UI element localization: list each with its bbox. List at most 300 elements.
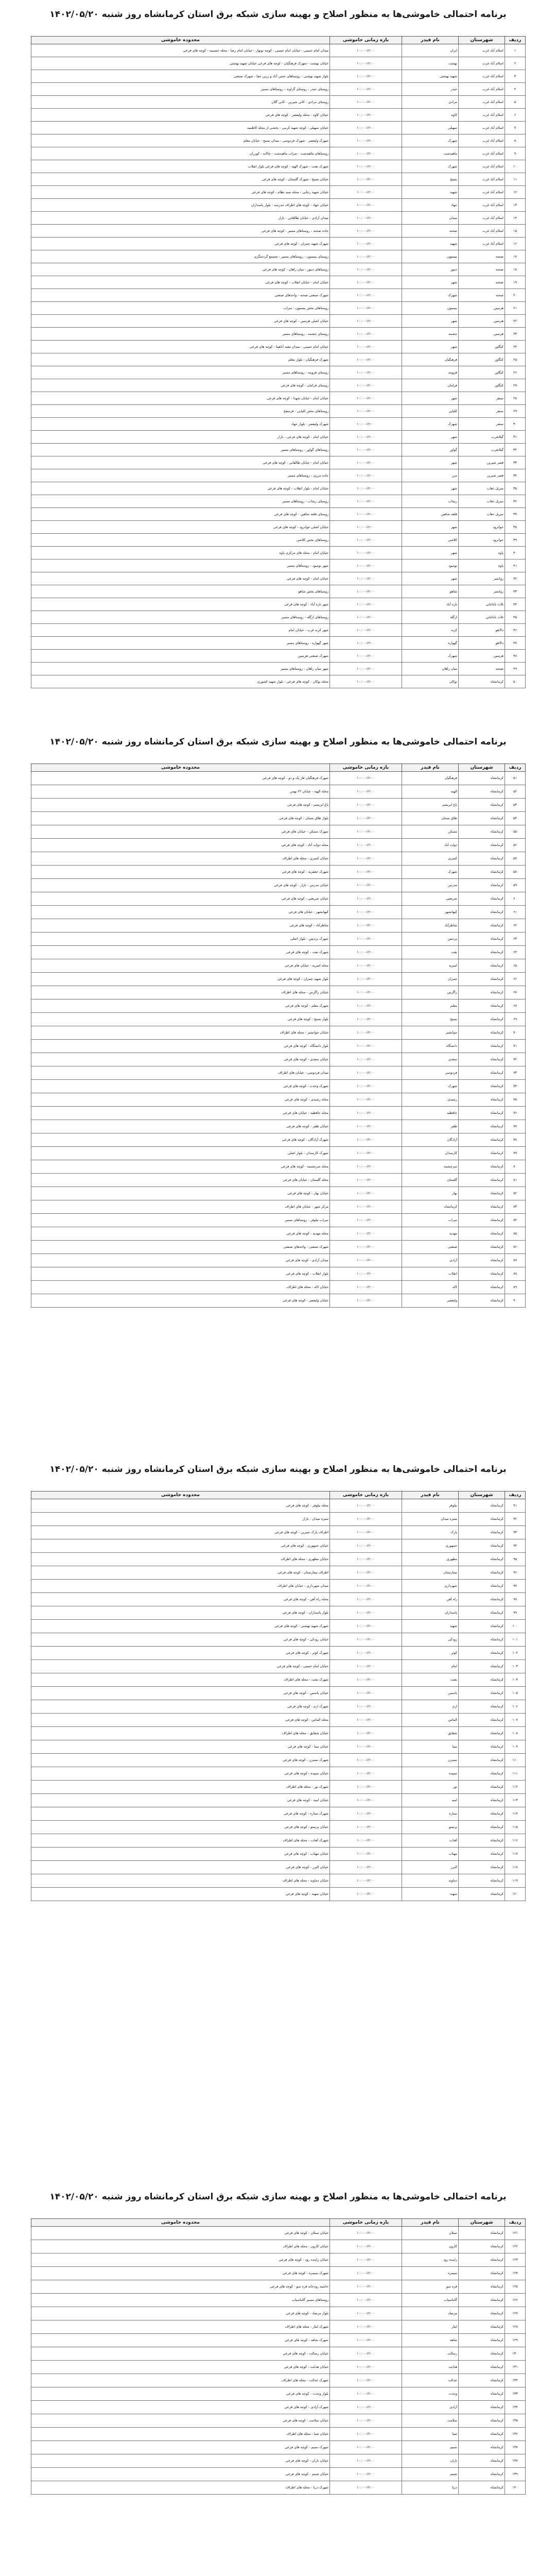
area-cell: محله نوکان - کوچه های فرعی - بلوار شهید کشوری xyxy=(31,675,330,688)
feeder-cell: نیلوفر xyxy=(402,1499,459,1513)
row-number-cell: ۱۰۸ xyxy=(505,1727,526,1740)
city-cell: کرمانشاه xyxy=(459,1227,505,1241)
city-cell: کرمانشاه xyxy=(459,1861,505,1874)
feeder-cell: یاسمن xyxy=(402,1687,459,1700)
city-cell: جوانرود xyxy=(459,534,505,547)
row-number-cell: ۲۶ xyxy=(505,366,526,379)
feeder-cell: جهاد xyxy=(402,199,459,212)
area-cell: خیابان سپیده - کوچه های فرعی xyxy=(31,1767,330,1781)
city-cell: کرمانشاه xyxy=(459,2401,505,2414)
page-title: برنامه احتمالی خاموشی‌ها به منظور اصلاح و بهینه سازی شبکه برق استان کرمانشاه روز شنبه ۱۴۰۲/۰۵/۲۰ xyxy=(49,2192,507,2202)
area-cell: روستای قلعه شاهین - کوچه های فرعی xyxy=(31,508,330,521)
row-number-cell: ۱۲۳ xyxy=(505,2253,526,2267)
area-cell: خیابان مدرس - بازار - کوچه های فرعی xyxy=(31,879,330,892)
area-cell: محله الماس - کوچه های فرعی xyxy=(31,1714,330,1727)
city-cell: اسلام آباد غرب xyxy=(459,122,505,134)
city-cell: سرپل ذهاب xyxy=(459,482,505,495)
row-number-cell: ۱۰۹ xyxy=(505,1740,526,1754)
time-cell: ۱۰:۰۰-۱۲:۰۰ xyxy=(330,276,402,289)
time-cell: ۱۰:۰۰-۱۲:۰۰ xyxy=(330,675,402,688)
city-cell: کرمانشاه xyxy=(459,1513,505,1526)
table-row xyxy=(31,1740,526,1754)
table-row xyxy=(31,353,526,366)
time-cell: ۱۰:۰۰-۱۲:۰۰ xyxy=(330,379,402,392)
table-row xyxy=(31,999,526,1013)
city-cell: اسلام آباد غرب xyxy=(459,160,505,173)
row-number-cell: ۴۲ xyxy=(505,572,526,585)
city-cell: کرمانشاه xyxy=(459,772,505,785)
table-row xyxy=(31,2280,526,2294)
feeder-cell: بیستون xyxy=(402,302,459,315)
table-row xyxy=(31,637,526,650)
row-number-cell: ۴۹ xyxy=(505,663,526,675)
area-cell: خیابان شقایق - محله های اطراف xyxy=(31,1727,330,1740)
city-cell: کرمانشاه xyxy=(459,906,505,919)
feeder-cell: راه آهن xyxy=(402,1593,459,1606)
table-row xyxy=(31,456,526,469)
city-cell: کرمانشاه xyxy=(459,825,505,839)
time-cell: ۱۰:۰۰-۱۲:۰۰ xyxy=(330,906,402,919)
time-cell: ۱۰:۰۰-۱۲:۰۰ xyxy=(330,2361,402,2374)
area-cell: خیابان امام خمینی - کوچه های فرعی xyxy=(31,1660,330,1673)
time-cell: ۱۰:۰۰-۱۲:۰۰ xyxy=(330,2454,402,2468)
area-cell: خیابان امام - بلوار انقلاب - کوچه های فرعی xyxy=(31,482,330,495)
table-row xyxy=(31,418,526,431)
table-row xyxy=(31,83,526,96)
feeder-cell: وحدت xyxy=(402,2387,459,2401)
feeder-cell: دماوند xyxy=(402,1874,459,1888)
row-number-cell: ۸۲ xyxy=(505,1187,526,1200)
area-cell: خیابان دماوند - محله های اطراف xyxy=(31,1874,330,1888)
time-cell: ۱۰:۰۰-۱۲:۰۰ xyxy=(330,2428,402,2441)
city-cell: کرمانشاه xyxy=(459,1294,505,1308)
row-number-cell: ۱۰۱ xyxy=(505,1633,526,1647)
row-number-cell: ۴۵ xyxy=(505,611,526,624)
feeder-cell: شهر xyxy=(402,276,459,289)
row-number-cell: ۱۱۷ xyxy=(505,1848,526,1861)
row-number-cell: ۱۳۹ xyxy=(505,2468,526,2481)
area-cell: بلوار دانشگاه - کوچه های فرعی xyxy=(31,1040,330,1053)
time-cell: ۱۰:۰۰-۱۲:۰۰ xyxy=(330,1566,402,1580)
area-cell: بلوار انقلاب - کوچه های فرعی xyxy=(31,1267,330,1281)
time-cell: ۱۰:۰۰-۱۲:۰۰ xyxy=(330,852,402,866)
area-cell: خیابان سهند - کوچه های فرعی xyxy=(31,1888,330,1901)
time-cell: ۱۰:۰۰-۱۲:۰۰ xyxy=(330,1647,402,1660)
row-number-cell: ۶۶ xyxy=(505,973,526,986)
table-row xyxy=(31,906,526,919)
city-cell: روانسر xyxy=(459,572,505,585)
table-row xyxy=(31,946,526,959)
city-cell: قصر شیرین xyxy=(459,469,505,482)
table-row xyxy=(31,1539,526,1553)
time-cell: ۱۰:۰۰-۱۲:۰۰ xyxy=(330,1174,402,1187)
row-number-cell: ۹۵ xyxy=(505,1553,526,1566)
time-cell: ۱۰:۰۰-۱۲:۰۰ xyxy=(330,825,402,839)
feeder-cell: دولت آباد xyxy=(402,839,459,852)
feeder-cell: کارمندان xyxy=(402,1147,459,1160)
feeder-cell: ارم xyxy=(402,1700,459,1714)
feeder-cell: فردوسی xyxy=(402,1066,459,1080)
time-cell: ۱۰:۰۰-۱۲:۰۰ xyxy=(330,2280,402,2294)
area-cell: بلوار طاق بستان - کوچه های فرعی xyxy=(31,812,330,825)
table-row xyxy=(31,508,526,521)
row-number-cell: ۱۷ xyxy=(505,250,526,263)
feeder-cell: شهرک xyxy=(402,289,459,302)
area-cell: روستاهای ماهیدشت - سراب ماهیدشت - چالابه - کوزران xyxy=(31,147,330,160)
header-area: محدوده خاموشی xyxy=(31,764,330,772)
time-cell: ۱۰:۰۰-۱۲:۰۰ xyxy=(330,1874,402,1888)
area-cell: خیابان بسیج - شهرک گلستان - کوچه های فرعی xyxy=(31,173,330,186)
row-number-cell: ۶۵ xyxy=(505,959,526,973)
table-row xyxy=(31,799,526,812)
row-number-cell: ۸۸ xyxy=(505,1267,526,1281)
time-cell: ۱۰:۰۰-۱۲:۰۰ xyxy=(330,1160,402,1174)
time-cell: ۱۰:۰۰-۱۲:۰۰ xyxy=(330,250,402,263)
city-cell: کرمانشاه xyxy=(459,839,505,852)
city-cell: صحنه xyxy=(459,250,505,263)
time-cell: ۱۰:۰۰-۱۲:۰۰ xyxy=(330,1254,402,1267)
row-number-cell: ۳۲ xyxy=(505,444,526,456)
header-row-number: ردیف xyxy=(505,37,526,44)
time-cell: ۱۰:۰۰-۱۲:۰۰ xyxy=(330,1794,402,1807)
outage-table xyxy=(31,1491,526,1901)
row-number-cell: ۶۹ xyxy=(505,1013,526,1026)
feeder-cell: بهار xyxy=(402,1187,459,1200)
area-cell: روستای مرادی - کانی شیرین - کانی گلان xyxy=(31,96,330,109)
time-cell: ۱۰:۰۰-۱۲:۰۰ xyxy=(330,999,402,1013)
row-number-cell: ۳ xyxy=(505,70,526,83)
table-row xyxy=(31,892,526,906)
table-row xyxy=(31,1160,526,1174)
row-number-cell: ۴۸ xyxy=(505,650,526,663)
table-row xyxy=(31,1660,526,1673)
table-row xyxy=(31,1781,526,1794)
row-number-cell: ۲۸ xyxy=(505,392,526,405)
time-cell: ۱۰:۰۰-۱۲:۰۰ xyxy=(330,2294,402,2307)
table-row xyxy=(31,521,526,534)
table-row xyxy=(31,866,526,879)
feeder-cell: صنعتی xyxy=(402,1241,459,1254)
area-cell: بلوار وحدت - کوچه های فرعی xyxy=(31,2387,330,2401)
time-cell: ۱۰:۰۰-۱۲:۰۰ xyxy=(330,1687,402,1700)
table-row xyxy=(31,1214,526,1227)
row-number-cell: ۳۸ xyxy=(505,521,526,534)
city-cell: کرمانشاه xyxy=(459,2428,505,2441)
row-number-cell: ۴۷ xyxy=(505,637,526,650)
row-number-cell: ۱۴۰ xyxy=(505,2481,526,2495)
table-row xyxy=(31,663,526,675)
time-cell: ۱۰:۰۰-۱۲:۰۰ xyxy=(330,1714,402,1727)
table-row xyxy=(31,611,526,624)
area-cell: خیابان اصلی هرسین - کوچه های فرعی xyxy=(31,315,330,328)
time-cell: ۱۰:۰۰-۱۲:۰۰ xyxy=(330,353,402,366)
feeder-cell: الماس xyxy=(402,1714,459,1727)
feeder-cell: آفتاب xyxy=(402,1834,459,1848)
table-row xyxy=(31,2414,526,2428)
table-row xyxy=(31,1174,526,1187)
area-cell: محله نیلوفر - کوچه های فرعی xyxy=(31,1499,330,1513)
feeder-cell: صبا xyxy=(402,2428,459,2441)
city-cell: کرمانشاه xyxy=(459,2280,505,2294)
time-cell: ۱۰:۰۰-۱۲:۰۰ xyxy=(330,1267,402,1281)
area-cell: شهرک پردیس - بلوار اصلی xyxy=(31,933,330,946)
area-cell: شهرک کوثر - کوچه های فرعی xyxy=(31,1647,330,1660)
row-number-cell: ۱۰۶ xyxy=(505,1700,526,1714)
city-cell: کرمانشاه xyxy=(459,1120,505,1133)
area-cell: روستای ریجاب - روستاهای مسیر xyxy=(31,495,330,508)
row-number-cell: ۱۳۵ xyxy=(505,2414,526,2428)
table-row xyxy=(31,1120,526,1133)
row-number-cell: ۷۷ xyxy=(505,1120,526,1133)
feeder-cell: زاینده رود xyxy=(402,2253,459,2267)
table-row xyxy=(31,1294,526,1308)
row-number-cell: ۶۲ xyxy=(505,919,526,933)
feeder-cell: رودکی xyxy=(402,1633,459,1647)
time-cell: ۱۰:۰۰-۱۲:۰۰ xyxy=(330,1080,402,1093)
table-row xyxy=(31,405,526,418)
table-row xyxy=(31,1848,526,1861)
area-cell: شهرک ولیعصر - شهرک فردوسی - میدان بسیج - خیابان معلم xyxy=(31,134,330,147)
city-cell: کرمانشاه xyxy=(459,1580,505,1593)
city-cell: اسلام آباد غرب xyxy=(459,173,505,186)
time-cell: ۱۰:۰۰-۱۲:۰۰ xyxy=(330,624,402,637)
table-row xyxy=(31,1647,526,1660)
city-cell: هرسین xyxy=(459,650,505,663)
city-cell: اسلام آباد غرب xyxy=(459,199,505,212)
time-cell: ۱۰:۰۰-۱۲:۰۰ xyxy=(330,2240,402,2253)
time-cell: ۱۰:۰۰-۱۲:۰۰ xyxy=(330,866,402,879)
outage-table xyxy=(31,2218,526,2495)
row-number-cell: ۹۴ xyxy=(505,1539,526,1553)
feeder-cell: فرهنگیان xyxy=(402,353,459,366)
area-cell: شهرک صنعتی صحنه - واحدهای صنعتی xyxy=(31,289,330,302)
table-row xyxy=(31,986,526,999)
time-cell: ۱۰:۰۰-۱۲:۰۰ xyxy=(330,2334,402,2347)
area-cell: محله رشیدی - کوچه های فرعی xyxy=(31,1093,330,1107)
time-cell: ۱۰:۰۰-۱۲:۰۰ xyxy=(330,946,402,959)
row-number-cell: ۸۷ xyxy=(505,1254,526,1267)
table-row xyxy=(31,444,526,456)
table-row xyxy=(31,1794,526,1807)
area-cell: شاطرآباد - کوچه های فرعی xyxy=(31,919,330,933)
row-number-cell: ۳۴ xyxy=(505,469,526,482)
feeder-cell: پاسداران xyxy=(402,1606,459,1620)
table-row xyxy=(31,2428,526,2441)
time-cell: ۱۰:۰۰-۱۲:۰۰ xyxy=(330,302,402,315)
area-cell: خیابان سبلان - کوچه های فرعی xyxy=(31,2227,330,2240)
table-row xyxy=(31,379,526,392)
row-number-cell: ۲۳ xyxy=(505,328,526,341)
city-cell: کرمانشاه xyxy=(459,959,505,973)
time-cell: ۱۰:۰۰-۱۲:۰۰ xyxy=(330,663,402,675)
time-cell: ۱۰:۰۰-۱۲:۰۰ xyxy=(330,186,402,199)
table-row xyxy=(31,547,526,560)
feeder-cell: بسیج xyxy=(402,173,459,186)
row-number-cell: ۱۰۰ xyxy=(505,1620,526,1633)
row-number-cell: ۱۲ xyxy=(505,186,526,199)
row-number-cell: ۵۸ xyxy=(505,866,526,879)
area-cell: شهرک بعثت - شهرک الهیه - کوچه های فرعی بلوار انقلاب xyxy=(31,160,330,173)
time-cell: ۱۰:۰۰-۱۲:۰۰ xyxy=(330,1660,402,1673)
feeder-cell: نوکان xyxy=(402,675,459,688)
time-cell: ۱۰:۰۰-۱۲:۰۰ xyxy=(330,2307,402,2320)
feeder-cell: سبلان xyxy=(402,2227,459,2240)
time-cell: ۱۰:۰۰-۱۲:۰۰ xyxy=(330,1606,402,1620)
area-cell: خیابان جهاد - کوچه های اطراف مدرسه - بلوار پاسداران xyxy=(31,199,330,212)
city-cell: کرمانشاه xyxy=(459,2374,505,2387)
feeder-cell: کاوه xyxy=(402,109,459,122)
page-title: برنامه احتمالی خاموشی‌ها به منظور اصلاح و بهینه سازی شبکه برق استان کرمانشاه روز شنبه ۱۴۰۲/۰۵/۲۰ xyxy=(49,737,507,747)
time-cell: ۱۰:۰۰-۱۲:۰۰ xyxy=(330,289,402,302)
time-cell: ۱۰:۰۰-۱۲:۰۰ xyxy=(330,2253,402,2267)
table-row xyxy=(31,1227,526,1241)
time-cell: ۱۰:۰۰-۱۲:۰۰ xyxy=(330,431,402,444)
area-cell: محله سرچشمه - کوچه های فرعی xyxy=(31,1160,330,1174)
time-cell: ۱۰:۰۰-۱۲:۰۰ xyxy=(330,1120,402,1133)
area-cell: شهرک صنعتی - واحدهای صنعتی xyxy=(31,1241,330,1254)
time-cell: ۱۰:۰۰-۱۲:۰۰ xyxy=(330,1040,402,1053)
feeder-cell: دانشگاه xyxy=(402,1040,459,1053)
table-row xyxy=(31,341,526,353)
table-row xyxy=(31,825,526,839)
table-row xyxy=(31,250,526,263)
table-row xyxy=(31,366,526,379)
feeder-cell: مهدیه xyxy=(402,1227,459,1241)
row-number-cell: ۴ xyxy=(505,83,526,96)
row-number-cell: ۷۳ xyxy=(505,1066,526,1080)
city-cell: کرمانشاه xyxy=(459,2441,505,2454)
area-cell: خیابان سعدی - کوچه های فرعی xyxy=(31,1053,330,1066)
city-cell: کرمانشاه xyxy=(459,1053,505,1066)
city-cell: صحنه xyxy=(459,276,505,289)
table-row xyxy=(31,1727,526,1740)
city-cell: کرمانشاه xyxy=(459,892,505,906)
row-number-cell: ۷۱ xyxy=(505,1040,526,1053)
area-cell: روستاهای گواور - روستاهای مسیر xyxy=(31,444,330,456)
feeder-cell: بعثت xyxy=(402,1673,459,1687)
time-cell: ۱۰:۰۰-۱۲:۰۰ xyxy=(330,2374,402,2387)
feeder-cell: مرصاد xyxy=(402,2307,459,2320)
feeder-cell: معلم xyxy=(402,999,459,1013)
area-cell: خیابان شبنم - کوچه های فرعی xyxy=(31,2468,330,2481)
time-cell: ۱۰:۰۰-۱۲:۰۰ xyxy=(330,1700,402,1714)
time-cell: ۱۰:۰۰-۱۲:۰۰ xyxy=(330,199,402,212)
city-cell: کرمانشاه xyxy=(459,1754,505,1767)
row-number-cell: ۳۳ xyxy=(505,456,526,469)
city-cell: اسلام آباد غرب xyxy=(459,83,505,96)
feeder-cell: جمهوری xyxy=(402,1539,459,1553)
city-cell: کرمانشاه xyxy=(459,866,505,879)
table-row xyxy=(31,44,526,57)
row-number-cell: ۵۷ xyxy=(505,852,526,866)
row-number-cell: ۵۳ xyxy=(505,799,526,812)
row-number-cell: ۴۶ xyxy=(505,624,526,637)
time-cell: ۱۰:۰۰-۱۲:۰۰ xyxy=(330,1754,402,1767)
time-cell: ۱۰:۰۰-۱۲:۰۰ xyxy=(330,1888,402,1901)
schedule-page xyxy=(0,727,556,1455)
city-cell: اسلام آباد غرب xyxy=(459,44,505,57)
row-number-cell: ۳۰ xyxy=(505,418,526,431)
feeder-cell: شاطرآباد xyxy=(402,919,459,933)
city-cell: کرمانشاه xyxy=(459,973,505,986)
table-row xyxy=(31,495,526,508)
city-cell: کرمانشاه xyxy=(459,2334,505,2347)
feeder-cell: بهشت xyxy=(402,57,459,70)
city-cell: کرمانشاه xyxy=(459,2387,505,2401)
city-cell: سنقر xyxy=(459,392,505,405)
feeder-cell: البرز xyxy=(402,1861,459,1874)
table-row xyxy=(31,276,526,289)
row-number-cell: ۱۳۰ xyxy=(505,2347,526,2361)
area-cell: روستاهای بخش شاهو xyxy=(31,585,330,598)
header-feeder: نام فیدر xyxy=(402,2219,459,2227)
city-cell: اسلام آباد غرب xyxy=(459,225,505,238)
table-row xyxy=(31,1754,526,1767)
city-cell: کرمانشاه xyxy=(459,2320,505,2334)
area-cell: خیابان صبا - محله های اطراف xyxy=(31,2428,330,2441)
table-row xyxy=(31,1687,526,1700)
row-number-cell: ۷۵ xyxy=(505,1093,526,1107)
area-cell: خیابان یاسمن - کوچه های فرعی xyxy=(31,1687,330,1700)
city-cell: کرمانشاه xyxy=(459,999,505,1013)
area-cell: خیابان شهید رجایی - محله سید نظام - کوچه های فرعی xyxy=(31,186,330,199)
city-cell: کرمانشاه xyxy=(459,1794,505,1807)
row-number-cell: ۱۱۹ xyxy=(505,1874,526,1888)
header-area: محدوده خاموشی xyxy=(31,2219,330,2227)
area-cell: شهرک آزادگان - کوچه های فرعی xyxy=(31,1133,330,1147)
table-row xyxy=(31,585,526,598)
area-cell: شهرک شهید بهشتی - کوچه های فرعی xyxy=(31,1620,330,1633)
city-cell: گیلانغرب xyxy=(459,444,505,456)
table-row xyxy=(31,1133,526,1147)
header-time: بازه زمانی خاموشی xyxy=(330,764,402,772)
area-cell: شهرک نسترن - کوچه های فرعی xyxy=(31,1754,330,1767)
feeder-cell: لاله xyxy=(402,1281,459,1294)
city-cell: کرمانشاه xyxy=(459,2227,505,2240)
area-cell: شهرک فرهنگیان فاز یک و دو - کوچه های فرعی xyxy=(31,772,330,785)
row-number-cell: ۸۰ xyxy=(505,1160,526,1174)
time-cell: ۱۰:۰۰-۱۲:۰۰ xyxy=(330,2481,402,2495)
time-cell: ۱۰:۰۰-۱۲:۰۰ xyxy=(330,1834,402,1848)
row-number-cell: ۱ xyxy=(505,44,526,57)
row-number-cell: ۱۶ xyxy=(505,238,526,250)
row-number-cell: ۶۱ xyxy=(505,906,526,919)
city-cell: کرمانشاه xyxy=(459,1593,505,1606)
row-number-cell: ۱۵ xyxy=(505,225,526,238)
city-cell: کرمانشاه xyxy=(459,879,505,892)
time-cell: ۱۰:۰۰-۱۲:۰۰ xyxy=(330,83,402,96)
area-cell: محله گلستان - خیابان های فرعی xyxy=(31,1174,330,1187)
time-cell: ۱۰:۰۰-۱۲:۰۰ xyxy=(330,1807,402,1821)
area-cell: روستاهای بخش کلیایی - فرسفج xyxy=(31,405,330,418)
area-cell: خیابان پرستو - کوچه های فرعی xyxy=(31,1821,330,1834)
feeder-cell: سرچشمه xyxy=(402,1160,459,1174)
table-row xyxy=(31,772,526,785)
city-cell: کرمانشاه xyxy=(459,799,505,812)
city-cell: کرمانشاه xyxy=(459,1874,505,1888)
table-row xyxy=(31,328,526,341)
table-header-row xyxy=(31,2219,526,2227)
feeder-cell: شهرداری xyxy=(402,1580,459,1593)
feeder-cell: سراب xyxy=(402,1214,459,1227)
area-cell: خیابان امام - کوچه های فرعی - بازار xyxy=(31,431,330,444)
feeder-cell: کلاشی xyxy=(402,534,459,547)
row-number-cell: ۶۰ xyxy=(505,892,526,906)
row-number-cell: ۱۳۲ xyxy=(505,2374,526,2387)
row-number-cell: ۲۲ xyxy=(505,315,526,328)
row-number-cell: ۱۱۳ xyxy=(505,1794,526,1807)
header-city: شهرستان xyxy=(459,764,505,772)
